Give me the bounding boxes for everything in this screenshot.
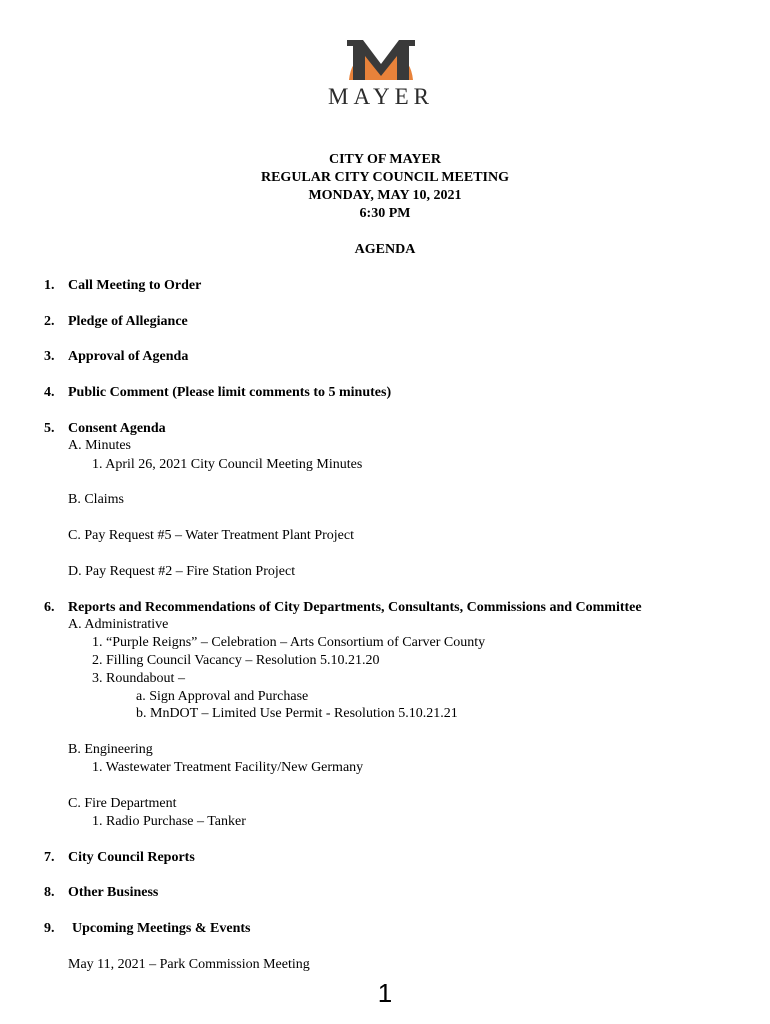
header-meeting: REGULAR CITY COUNCIL MEETING <box>260 170 509 185</box>
reports-admin-item: 3. Roundabout – <box>92 671 185 686</box>
consent-claims: B. Claims <box>68 492 125 507</box>
agenda-item-public-comment: Public Comment (Please limit comments to 5 minutes) <box>68 385 392 400</box>
agenda-item-reports: Reports and Recommendations of City Departments, Consultants, Commissions and Committee <box>68 600 642 615</box>
event-item: May 11, 2021 – Park Commission Meeting <box>68 957 310 972</box>
consent-pay-request-5: C. Pay Request #5 – Water Treatment Plant Project <box>68 528 354 543</box>
reports-admin-subitem: b. MnDOT – Limited Use Permit - Resolution 5.10.21.21 <box>136 706 458 721</box>
item-number: 7. <box>44 850 55 865</box>
city-logo <box>323 38 439 112</box>
agenda-item-upcoming: Upcoming Meetings & Events <box>72 921 251 936</box>
agenda-title: AGENDA <box>354 242 416 257</box>
consent-pay-request-2: D. Pay Request #2 – Fire Station Project <box>68 564 296 579</box>
item-number: 4. <box>44 385 55 400</box>
item-number: 8. <box>44 885 55 900</box>
agenda-item-call-to-order: Call Meeting to Order <box>68 278 202 293</box>
agenda-item-other-business: Other Business <box>68 885 159 900</box>
reports-admin-item: 1. “Purple Reigns” – Celebration – Arts Consortium of Carver County <box>92 635 486 650</box>
agenda-item-approval: Approval of Agenda <box>68 349 189 364</box>
item-number: 1. <box>44 278 55 293</box>
reports-administrative: A. Administrative <box>68 617 169 632</box>
reports-engineering-item: 1. Wastewater Treatment Facility/New Germany <box>92 760 364 775</box>
header-city: CITY OF MAYER <box>328 152 441 167</box>
consent-minutes-item: 1. April 26, 2021 City Council Meeting Minutes <box>92 457 363 472</box>
header-date: MONDAY, MAY 10, 2021 <box>308 188 462 203</box>
reports-fire-department: C. Fire Department <box>68 796 177 811</box>
consent-minutes: A. Minutes <box>68 438 131 453</box>
page-number: 1 <box>377 978 393 1008</box>
agenda-item-council-reports: City Council Reports <box>68 850 195 865</box>
mayer-m-logo-icon <box>345 38 417 82</box>
logo-text: MAYER <box>328 84 434 109</box>
header-time: 6:30 PM <box>359 206 411 221</box>
agenda-item-consent: Consent Agenda <box>68 421 166 436</box>
reports-fire-item: 1. Radio Purchase – Tanker <box>92 814 246 829</box>
reports-admin-item: 2. Filling Council Vacancy – Resolution 5.10.21.20 <box>92 653 380 668</box>
agenda-item-pledge: Pledge of Allegiance <box>68 314 188 329</box>
reports-admin-subitem: a. Sign Approval and Purchase <box>136 689 309 704</box>
item-number: 5. <box>44 421 55 436</box>
item-number: 9. <box>44 921 55 936</box>
reports-engineering: B. Engineering <box>68 742 153 757</box>
item-number: 2. <box>44 314 55 329</box>
item-number: 3. <box>44 349 55 364</box>
item-number: 6. <box>44 600 55 615</box>
